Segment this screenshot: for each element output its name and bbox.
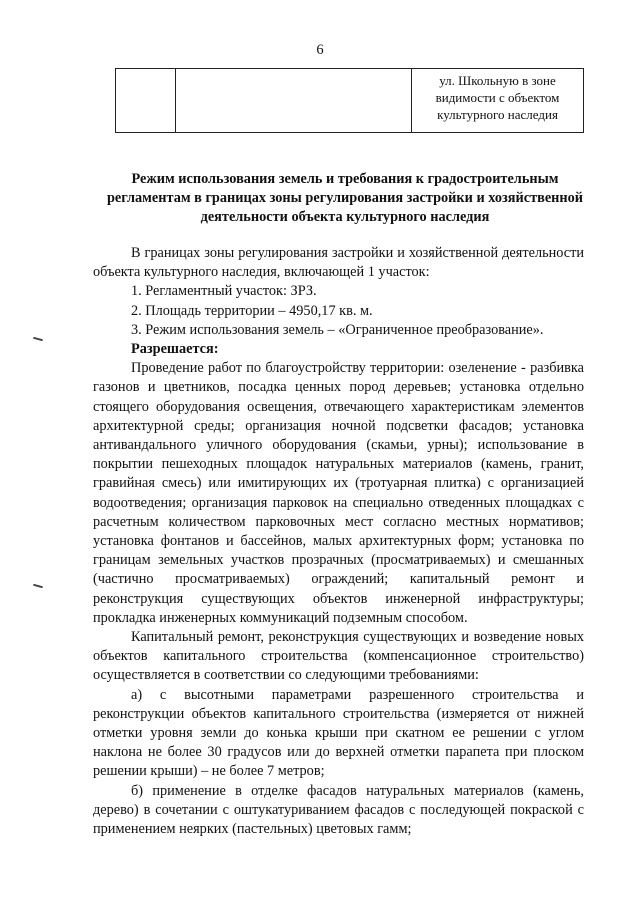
table-cell-empty-1 [116, 69, 176, 133]
paragraph-height-limit: а) с высотными параметрами разрешенного строительства и реконструкции объектов капитального строительства (измеряется от нижней отметки уровня земли до конька крыши при скатном ее решении с углом наклона не более 30 градусов или до верхней отметки парапета при плоском решении крыши) – не более 7 метров; [93, 686, 584, 780]
list-item: 2. Площадь территории – 4950,17 кв. м. [131, 302, 373, 319]
paragraph-construction-requirements: Капитальный ремонт, реконструкция существующих и возведение новых объектов капитального строительства (компенсационное строительство) осуществляется в соответствии со следующими требованиями: [93, 629, 584, 684]
document-body [93, 244, 584, 839]
paragraph-facade-finishing: б) применение в отделке фасадов натуральных материалов (камень, дерево) в сочетании с оштукатуриванием фасадов с последующей покраской с применением неярких (пастельных) цветовых гамм; [93, 782, 584, 838]
table-cell-empty-2 [176, 69, 412, 133]
table-row [116, 69, 584, 133]
intro-paragraph: В границах зоны регулирования застройки и хозяйственной деятельности объекта культурного наследия, включающей 1 участок: [93, 245, 584, 281]
list-item: 3. Режим использования земель – «Ограниченное преобразование». [131, 321, 544, 338]
scan-mark [33, 337, 43, 342]
continuation-table [115, 68, 584, 133]
section-title: Режим использования земель и требования к градостроительным регламентам в границах зоны регулирования застройки и хозяйственной деятельности объекта культурного наследия [106, 171, 584, 225]
table-cell-description: ул. Школьную в зоне видимости с объектом культурного наследия [412, 69, 584, 133]
list-item: 1. Регламентный участок: ЗРЗ. [131, 283, 317, 300]
allowed-heading: Разрешается: [131, 341, 219, 358]
page-number: 6 [316, 42, 324, 58]
scan-mark [33, 584, 43, 589]
paragraph-improvement-works: Проведение работ по благоустройству территории: озеленение - разбивка газонов и цветников, посадка ценных пород деревьев; установка отдельно стоящего оборудования освещения, отвечающего характеристикам элементов архитектурной среды; организация ночной подсветки фасадов; установка антивандального уличного оборудования (скамьи, урны); использование в покрытии пешеходных площадок натуральных материалов (камень, гранит, гравийная смесь) или имитирующих их (тротуарная плитка) с организацией водоотведения; организация парковок на специально отведенных площадках с расчетным количеством парковочных мест согласно местных нормативов; установка фонтанов и бассейнов, малых архитектурных форм; установка по границам земельных участков прозрачных (просматриваемых) и смешанных (частично просматриваемых) ограждений; капитальный ремонт и реконструкция существующих объектов инженерной инфраструктуры; прокладка инженерных коммуникаций подземным способом. [93, 360, 584, 626]
